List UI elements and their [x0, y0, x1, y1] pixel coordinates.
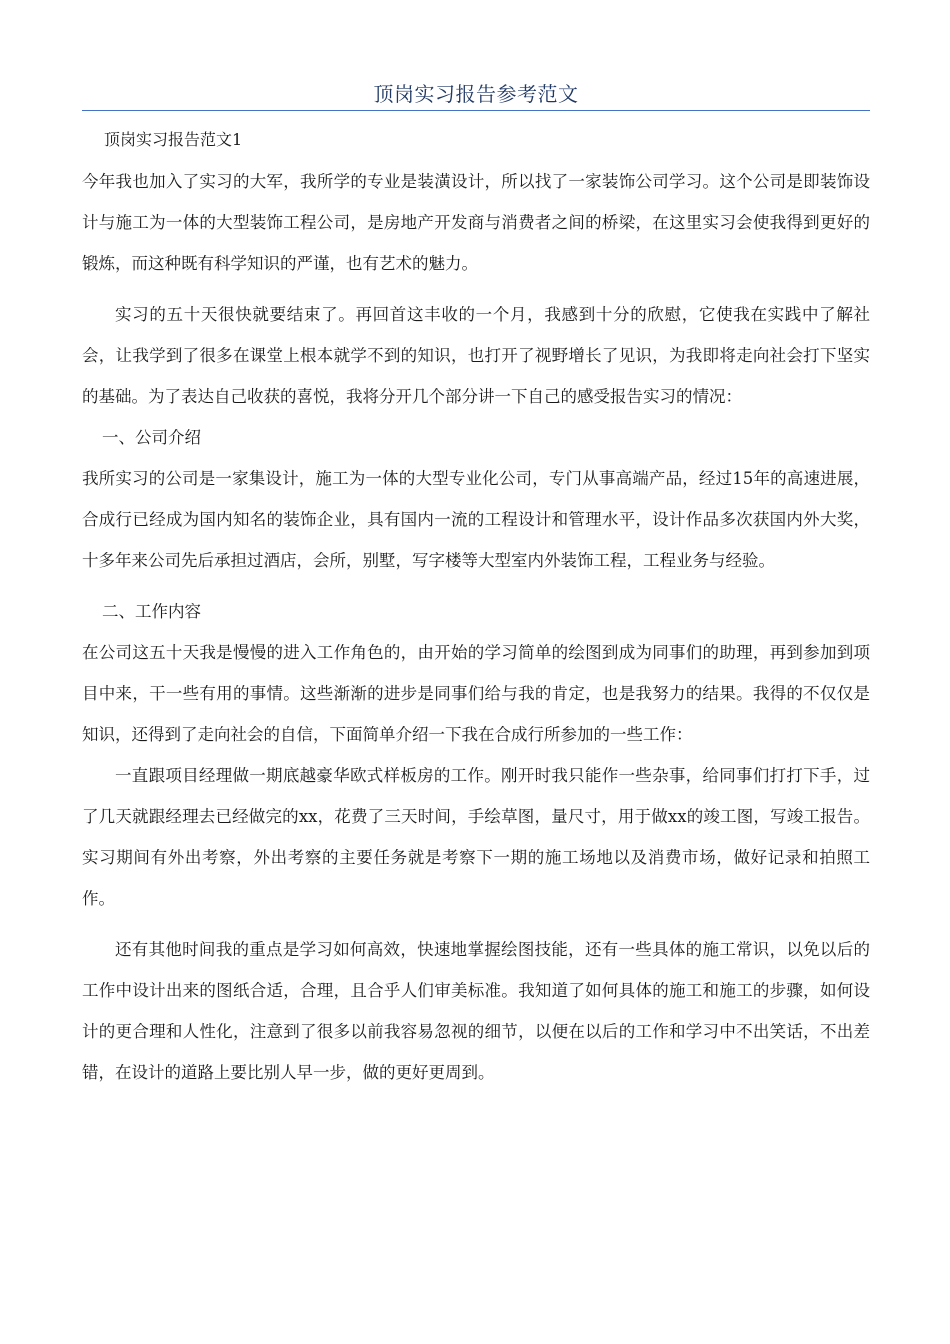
heading-company-intro: 一、公司介绍 [102, 428, 201, 447]
paragraph-project: 一直跟项目经理做一期底越豪华欧式样板房的工作。刚开时我只能作一些杂事，给同事们打打下手，过了几天就跟经理去已经做完的xx，花费了三天时间，手绘草图，量尺寸，用于做xx的竣工图，写竣工报告。实习期间有外出考察，外出考察的主要任务就是考察下一期的施工场地以及消费市场，做好记录和拍照工作。 [82, 766, 870, 908]
title-underline [82, 110, 870, 111]
section-subtitle: 顶岗实习报告范文1 [104, 130, 243, 149]
document-title: 顶岗实习报告参考范文 [373, 82, 579, 106]
paragraph-work: 在公司这五十天我是慢慢的进入工作角色的，由开始的学习简单的绘图到成为同事们的助理，再到参加到项目中来，干一些有用的事情。这些渐渐的进步是同事们给与我的肯定，也是我努力的结果。我得的不仅仅是知识，还得到了走向社会的自信，下面简单介绍一下我在合成行所参加的一些工作： [82, 643, 870, 744]
paragraph-company: 我所实习的公司是一家集设计，施工为一体的大型专业化公司，专门从事高端产品，经过15年的高速进展，合成行已经成为国内知名的装饰企业，具有国内一流的工程设计和管理水平，设计作品多次获国内外大奖，十多年来公司先后承担过酒店，会所，别墅，写字楼等大型室内外装饰工程，工程业务与经验。 [82, 469, 870, 570]
heading-work-content: 二、工作内容 [102, 602, 201, 621]
paragraph-learning: 还有其他时间我的重点是学习如何高效，快速地掌握绘图技能，还有一些具体的施工常识，以免以后的工作中设计出来的图纸合适，合理，且合乎人们审美标准。我知道了如何具体的施工和施工的步骤，如何设计的更合理和人性化，注意到了很多以前我容易忽视的细节，以便在以后的工作和学习中不出笑话，不出差错，在设计的道路上要比别人早一步，做的更好更周到。 [82, 940, 870, 1082]
paragraph-intro: 今年我也加入了实习的大军，我所学的专业是装潢设计，所以找了一家装饰公司学习。这个公司是即装饰设计与施工为一体的大型装饰工程公司，是房地产开发商与消费者之间的桥梁，在这里实习会使我得到更好的锻炼，而这种既有科学知识的严谨，也有艺术的魅力。 [82, 172, 870, 273]
paragraph-summary: 实习的五十天很快就要结束了。再回首这丰收的一个月，我感到十分的欣慰，它使我在实践中了解社会，让我学到了很多在课堂上根本就学不到的知识，也打开了视野增长了见识，为我即将走向社会打下坚实的基础。为了表达自己收获的喜悦，我将分开几个部分讲一下自己的感受报告实习的情况： [82, 305, 870, 406]
document-page [82, 0, 870, 1093]
